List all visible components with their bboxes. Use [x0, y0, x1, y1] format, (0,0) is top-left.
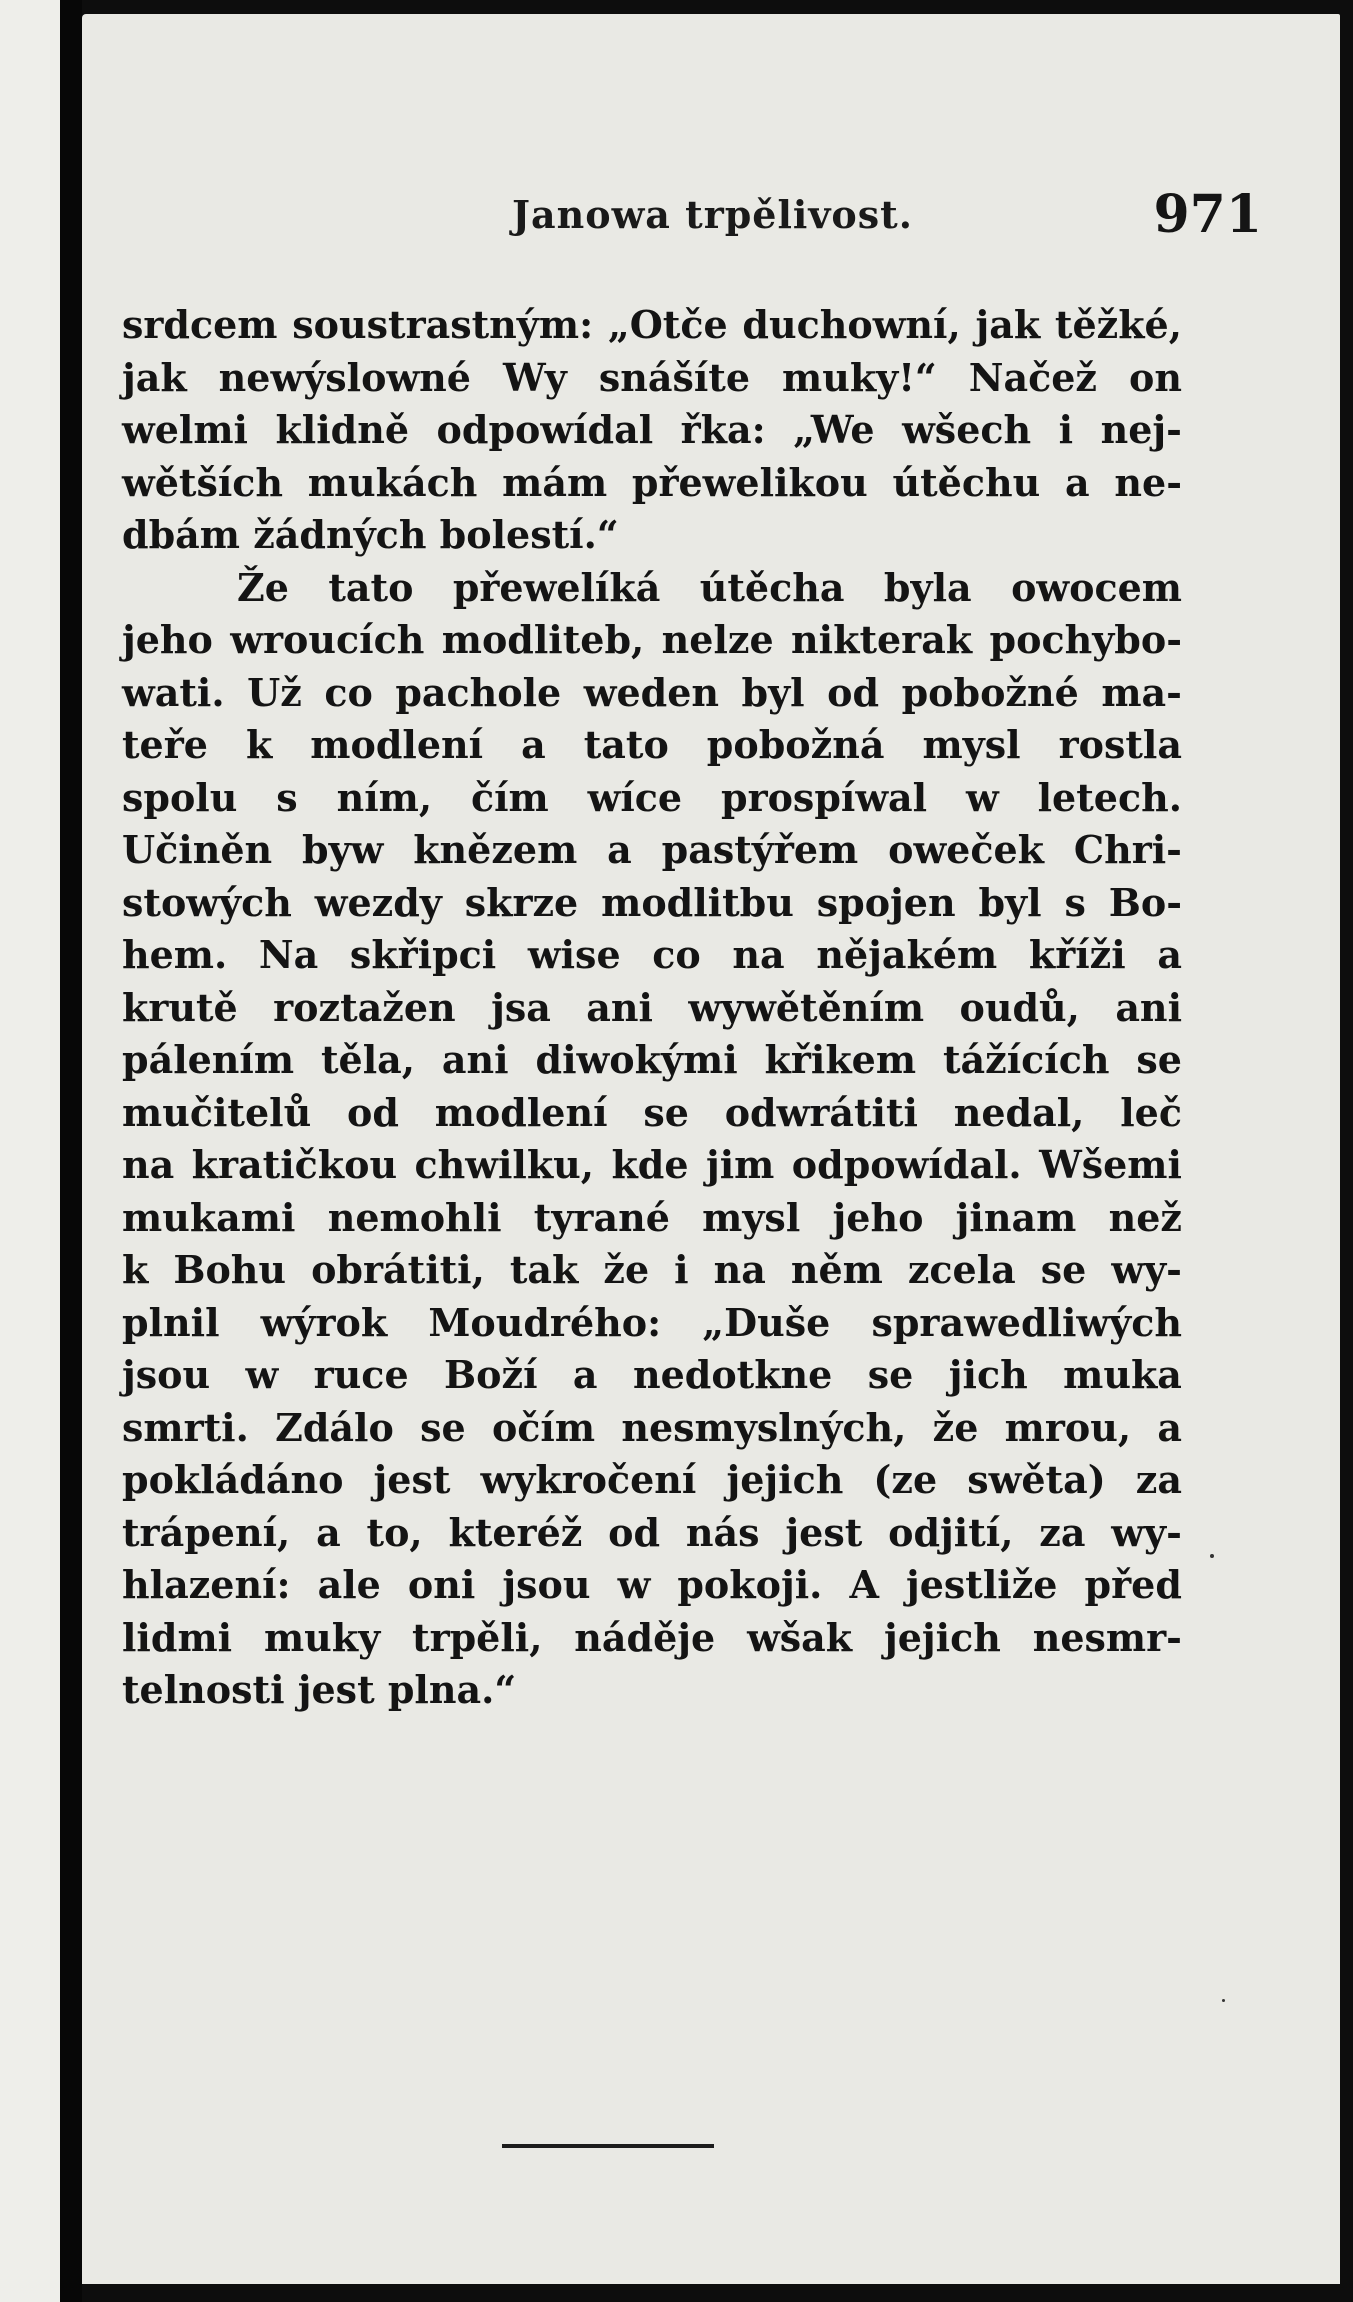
word: byla [883, 564, 972, 610]
word: jestliže [905, 1562, 1058, 1607]
word: od [347, 1089, 399, 1135]
word: ani [441, 1037, 509, 1082]
word: muky!“ [782, 354, 937, 400]
word: muka [1063, 1352, 1182, 1397]
word: mrou, [1004, 1404, 1132, 1450]
text-line [122, 1244, 1182, 1297]
word: trpěli, [412, 1614, 543, 1660]
text-line [122, 299, 1182, 352]
word: welmi [122, 407, 248, 452]
word: tyrané [533, 1194, 670, 1240]
text-line [122, 772, 1182, 825]
word: Načež [968, 354, 1098, 400]
word: útěchu [892, 459, 1041, 505]
word: jsa [491, 984, 551, 1030]
word: „Otče [607, 302, 728, 347]
word: w [966, 774, 999, 820]
text-line [122, 824, 1182, 877]
word: modliteb, [441, 617, 645, 662]
word: wezdy [314, 879, 442, 925]
text-line [122, 1559, 1182, 1612]
word: i [1058, 407, 1074, 452]
word: těla, [320, 1037, 416, 1082]
word: smrti. [122, 1404, 249, 1450]
facing-page-edge [0, 0, 60, 2302]
word: byl [741, 669, 805, 715]
word: soustrastným: [292, 302, 594, 347]
word: diwokými [535, 1037, 738, 1082]
word: k [122, 1247, 149, 1292]
word: těžké, [1054, 302, 1182, 347]
word: k [245, 722, 273, 767]
word: odpowídal [436, 407, 654, 452]
body-text [122, 299, 1182, 1717]
word: se [420, 1404, 466, 1450]
word: s [1064, 879, 1086, 925]
text-line [122, 1349, 1182, 1402]
word: přewelíká [452, 564, 661, 610]
word: na [713, 1247, 766, 1292]
word: wíce [587, 774, 683, 820]
text-line [122, 1139, 1182, 1192]
word: na [732, 932, 785, 977]
word: Už [247, 669, 302, 715]
word: na [122, 1142, 175, 1187]
word: přewelikou [631, 459, 868, 505]
word: owocem [1011, 564, 1182, 610]
word: odjití, [888, 1509, 1014, 1555]
word: jak [975, 302, 1041, 347]
word: w [245, 1352, 279, 1397]
text-line [122, 667, 1182, 720]
word: i [674, 1247, 689, 1292]
text-line [122, 1297, 1182, 1350]
word: tato [583, 722, 669, 767]
word: swěta) [967, 1457, 1106, 1502]
word: to, [366, 1509, 423, 1555]
word: wýrok [260, 1299, 388, 1345]
end-rule [502, 2144, 714, 2148]
word: A [849, 1562, 879, 1607]
text-line [122, 1402, 1182, 1455]
word: obrátiti, [311, 1247, 485, 1292]
word: a [1157, 932, 1182, 977]
word: Zdálo [275, 1404, 394, 1450]
word: tážících [942, 1037, 1110, 1082]
paper-speck [1210, 1554, 1214, 1558]
word: jeho [832, 1194, 924, 1240]
word: „We [793, 407, 875, 452]
word: mám [502, 459, 608, 505]
word: jeho [122, 617, 213, 662]
word: Na [258, 932, 319, 977]
text-line [122, 1192, 1182, 1245]
word: a [1065, 459, 1090, 505]
paper-speck [1222, 1999, 1225, 2002]
word: snášíte [598, 354, 751, 400]
word: weden [583, 669, 720, 715]
word: za [1135, 1457, 1182, 1502]
word: rostla [1058, 722, 1182, 767]
word: mučitelů [122, 1089, 312, 1135]
word: tak [509, 1247, 579, 1292]
word: nesmyslných, [621, 1404, 907, 1450]
word: modlení [434, 1089, 608, 1135]
word: on [1128, 354, 1182, 400]
word: duchowní, [742, 302, 961, 347]
word: co [652, 932, 701, 977]
word: oni [407, 1562, 476, 1607]
word: ruce [313, 1352, 409, 1397]
word: jsou [122, 1352, 211, 1397]
word: w [617, 1562, 651, 1607]
word: modlení [310, 722, 484, 767]
word: Bo- [1108, 879, 1182, 925]
word: než [1108, 1194, 1182, 1240]
word: nás [685, 1509, 760, 1555]
word: a [607, 827, 632, 872]
word: a [572, 1352, 598, 1397]
word: něm [790, 1247, 883, 1292]
text-line [122, 1612, 1182, 1665]
word: mysl [702, 1194, 801, 1240]
word: kříži [1028, 932, 1126, 977]
word: Wšemi [1039, 1142, 1182, 1187]
word: byl [978, 879, 1042, 925]
word: Chri- [1073, 827, 1182, 872]
word: hem. [122, 932, 228, 977]
word: jich [948, 1352, 1028, 1397]
word: a [316, 1509, 341, 1555]
word: wšech [902, 407, 1032, 452]
word: nedotkne [632, 1352, 833, 1397]
word: nej- [1100, 407, 1182, 452]
word: očím [491, 1404, 596, 1450]
word: se [643, 1089, 689, 1135]
text-line [122, 719, 1182, 772]
word: jsou [502, 1562, 591, 1607]
word: letech. [1037, 774, 1182, 820]
word: stowých [122, 879, 292, 925]
word: jinam [955, 1194, 1077, 1240]
word: útěcha [699, 564, 845, 610]
word: odpowídal. [791, 1142, 1022, 1187]
running-title: Janowa trpělivost. [512, 192, 913, 237]
word: srdcem [122, 302, 278, 347]
word: co [324, 669, 373, 715]
word: wise [527, 932, 621, 977]
word: Wy [502, 354, 567, 400]
word: oweček [888, 827, 1044, 872]
word: se [1136, 1037, 1182, 1082]
text-line [122, 877, 1182, 930]
word: oudů, [959, 984, 1080, 1030]
text-line [122, 1034, 1182, 1087]
word: wětších [122, 459, 284, 505]
word: Že [237, 564, 289, 610]
word: od [608, 1509, 661, 1555]
word: s [276, 774, 298, 820]
word: Moudrého: [428, 1299, 662, 1345]
word: ale [317, 1562, 381, 1607]
word: ani [1115, 984, 1182, 1030]
word: před [1084, 1562, 1182, 1607]
word: pálením [122, 1037, 295, 1082]
word: jak [122, 354, 187, 400]
word: wykročení [480, 1457, 697, 1502]
word: od [827, 669, 880, 715]
word: Učiněn [122, 827, 273, 872]
book-gutter [60, 0, 82, 2302]
word: pobožné [901, 669, 1079, 715]
word: teře [122, 722, 208, 767]
word: roztažen [273, 984, 456, 1030]
word: pachole [395, 669, 562, 715]
word: ne- [1114, 459, 1182, 505]
text-line [122, 1454, 1182, 1507]
word: newýslowné [218, 354, 471, 400]
word: knězem [413, 827, 578, 872]
text-line [122, 457, 1182, 510]
word: jejich [883, 1614, 1001, 1660]
word: pobožná [706, 722, 885, 767]
word: Boží [444, 1352, 538, 1397]
word: hlazení: [122, 1562, 291, 1607]
word: wati. [122, 669, 225, 715]
word: spolu [122, 774, 238, 820]
word: wywětěním [688, 984, 925, 1030]
word: spojen [816, 879, 956, 925]
text-line [122, 614, 1182, 667]
word: krutě [122, 984, 238, 1030]
word: že [603, 1247, 650, 1292]
word: ani [586, 984, 653, 1030]
page-number: 971 [1153, 184, 1262, 245]
word: nemohli [327, 1194, 502, 1240]
text-line: telnosti jest plna.“ [122, 1667, 517, 1712]
word: skrze [464, 879, 579, 925]
word: pochybo- [989, 617, 1182, 662]
word: řka: [680, 407, 766, 452]
text-line [122, 929, 1182, 982]
word: nelze [661, 617, 774, 662]
word: sprawedliwých [871, 1299, 1182, 1345]
word: mukách [307, 459, 478, 505]
word: náděje [574, 1614, 716, 1660]
word: wy- [1111, 1509, 1182, 1555]
word: kde [611, 1142, 689, 1187]
word: jest [785, 1509, 863, 1555]
text-line: dbám žádných bolestí.“ [122, 512, 619, 557]
word: ma- [1101, 669, 1182, 715]
word: pokládáno [122, 1457, 344, 1502]
word: nedal, [953, 1089, 1085, 1135]
word: kratičkou [191, 1142, 398, 1187]
word: a [521, 722, 546, 767]
text-line [122, 1087, 1182, 1140]
word: jest [373, 1457, 451, 1502]
text-line [122, 1507, 1182, 1560]
word: leč [1120, 1089, 1182, 1135]
word: trápení, [122, 1509, 291, 1555]
word: prospíwal [721, 774, 928, 820]
word: že [932, 1404, 979, 1450]
word: jim [705, 1142, 775, 1187]
running-head [422, 184, 1262, 254]
word: (ze [873, 1457, 938, 1502]
word: „Duše [702, 1299, 831, 1345]
word: byw [302, 827, 384, 872]
word: nikterak [791, 617, 973, 662]
word: plnil [122, 1299, 220, 1345]
word: pokoji. [677, 1562, 823, 1607]
word: Bohu [173, 1247, 287, 1292]
word: lidmi [122, 1614, 233, 1660]
text-line [122, 982, 1182, 1035]
word: pastýřem [661, 827, 859, 872]
word: muky [263, 1614, 381, 1660]
word: nesmr- [1032, 1614, 1182, 1660]
word: wšak [747, 1614, 853, 1660]
word: skřipci [349, 932, 497, 977]
text-line [122, 404, 1182, 457]
word: se [867, 1352, 914, 1397]
word: jejich [726, 1457, 844, 1502]
word: se [1040, 1247, 1087, 1292]
word: klidně [275, 407, 410, 452]
word: mukami [122, 1194, 296, 1240]
word: modlitbu [601, 879, 794, 925]
word: a [1157, 1404, 1182, 1450]
word: tato [328, 564, 414, 610]
word: za [1039, 1509, 1086, 1555]
word: ním, [336, 774, 433, 820]
word: odwrátiti [724, 1089, 918, 1135]
paragraph-first-line [122, 562, 1182, 615]
word: čím [470, 774, 549, 820]
text-line [122, 352, 1182, 405]
word: zcela [907, 1247, 1016, 1292]
word: kteréž [448, 1509, 583, 1555]
word: chwilku, [414, 1142, 595, 1187]
word: wroucích [230, 617, 425, 662]
word: wy- [1111, 1247, 1182, 1292]
word: mysl [922, 722, 1021, 767]
word: křikem [764, 1037, 917, 1082]
word: nějakém [816, 932, 998, 977]
book-page [82, 14, 1340, 2284]
